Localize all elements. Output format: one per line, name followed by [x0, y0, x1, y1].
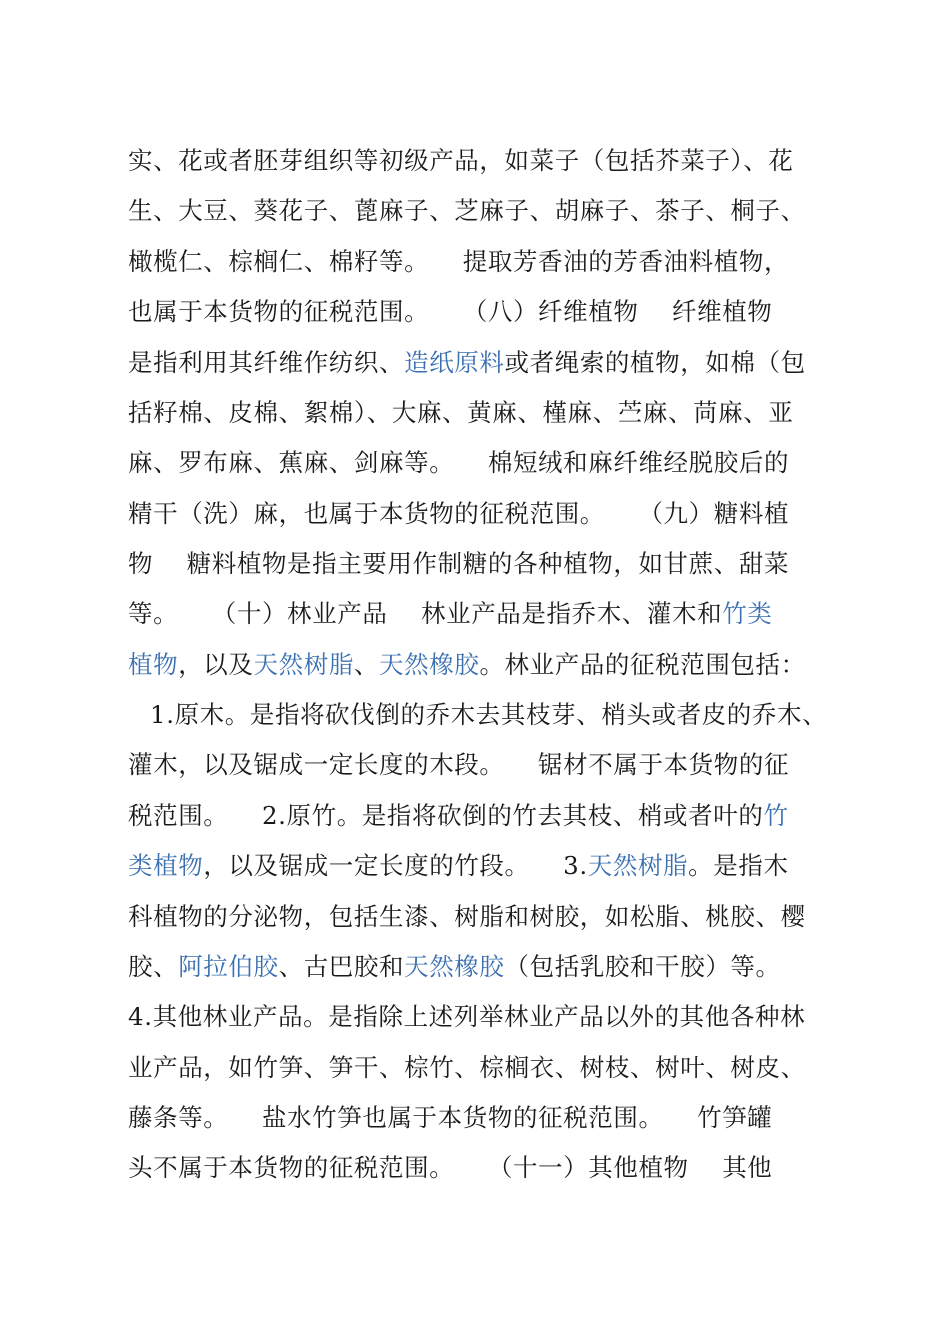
text-line	[128, 191, 828, 231]
text-line	[128, 594, 828, 634]
term-link[interactable]: 天然橡胶	[404, 952, 505, 981]
text-segment: 等。 （十）林业产品 林业产品是指乔木、灌木和	[128, 599, 723, 628]
text-segment: 麻、罗布麻、蕉麻、剑麻等。 棉短绒和麻纤维经脱胶后的	[128, 448, 790, 477]
text-segment: 科植物的分泌物，包括生漆、树脂和树胶，如松脂、桃胶、樱	[128, 902, 806, 931]
text-segment: 4.其他林业产品。是指除上述列举林业产品以外的其他各种林	[128, 1002, 806, 1031]
term-link[interactable]: 阿拉伯胶	[178, 952, 279, 981]
text-line	[128, 292, 828, 332]
text-segment: 灌木，以及锯成一定长度的木段。 锯材不属于本货物的征	[128, 750, 790, 779]
text-line	[128, 1098, 828, 1138]
text-segment: 物 糖料植物是指主要用作制糖的各种植物，如甘蔗、甜菜	[128, 549, 790, 578]
text-line	[128, 645, 828, 685]
text-segment: 括籽棉、皮棉、絮棉）、大麻、黄麻、槿麻、苎麻、苘麻、亚	[128, 398, 794, 427]
term-link[interactable]: 天然橡胶	[379, 650, 480, 679]
text-segment: 业产品，如竹笋、笋干、棕竹、棕榈衣、树枝、树叶、树皮、	[128, 1053, 806, 1082]
text-line	[128, 494, 828, 534]
text-segment: 、	[353, 650, 380, 679]
text-line	[128, 1148, 828, 1188]
text-segment: 生、大豆、葵花子、蓖麻子、芝麻子、胡麻子、茶子、桐子、	[128, 196, 806, 225]
text-segment: 精干（洗）麻，也属于本货物的征税范围。 （九）糖料植	[128, 499, 790, 528]
text-segment: 实、花或者胚芽组织等初级产品，如菜子（包括芥菜子）、花	[128, 146, 794, 175]
text-line	[128, 997, 828, 1037]
text-segment: 胶、	[128, 952, 179, 981]
text-line	[128, 1048, 828, 1088]
text-line	[128, 846, 828, 886]
term-link[interactable]: 天然树脂	[253, 650, 354, 679]
text-line	[128, 242, 828, 282]
text-segment: 藤条等。 盐水竹笋也属于本货物的征税范围。 竹笋罐	[128, 1103, 773, 1132]
text-line	[128, 897, 828, 937]
text-line	[128, 745, 828, 785]
text-segment: 、古巴胶和	[278, 952, 405, 981]
text-segment: 或者绳索的植物，如棉（包	[504, 348, 806, 377]
text-segment: 是指利用其纤维作纺织、	[128, 348, 405, 377]
text-segment: ，以及锯成一定长度的竹段。 3.	[203, 851, 588, 880]
text-segment: 1.原木。是指将砍伐倒的乔木去其枝芽、梢头或者皮的乔木、	[150, 700, 828, 729]
text-segment: 也属于本货物的征税范围。 （八）纤维植物 纤维植物	[128, 297, 773, 326]
text-line	[128, 443, 828, 483]
term-link[interactable]: 造纸原料	[404, 348, 505, 377]
term-link[interactable]: 植物	[128, 650, 179, 679]
text-segment: 。林业产品的征税范围包括：	[479, 650, 806, 679]
text-segment: 橄榄仁、棕榈仁、棉籽等。 提取芳香油的芳香油料植物，	[128, 247, 790, 276]
term-link[interactable]: 竹	[763, 801, 789, 830]
text-segment: 头不属于本货物的征税范围。 （十一）其他植物 其他	[128, 1153, 773, 1182]
text-segment: （包括乳胶和干胶）等。	[504, 952, 781, 981]
text-line	[128, 141, 828, 181]
text-line	[128, 544, 828, 584]
text-line	[128, 796, 828, 836]
term-link[interactable]: 竹类	[722, 599, 773, 628]
text-segment: ，以及	[178, 650, 254, 679]
text-line	[150, 695, 850, 735]
term-link[interactable]: 天然树脂	[587, 851, 689, 880]
text-line	[128, 393, 828, 433]
term-link[interactable]: 类植物	[128, 851, 204, 880]
text-line	[128, 947, 828, 987]
text-segment: 税范围。 2.原竹。是指将砍倒的竹去其枝、梢或者叶的	[128, 801, 764, 830]
text-segment: 。是指木	[688, 851, 789, 880]
text-line	[128, 343, 828, 383]
